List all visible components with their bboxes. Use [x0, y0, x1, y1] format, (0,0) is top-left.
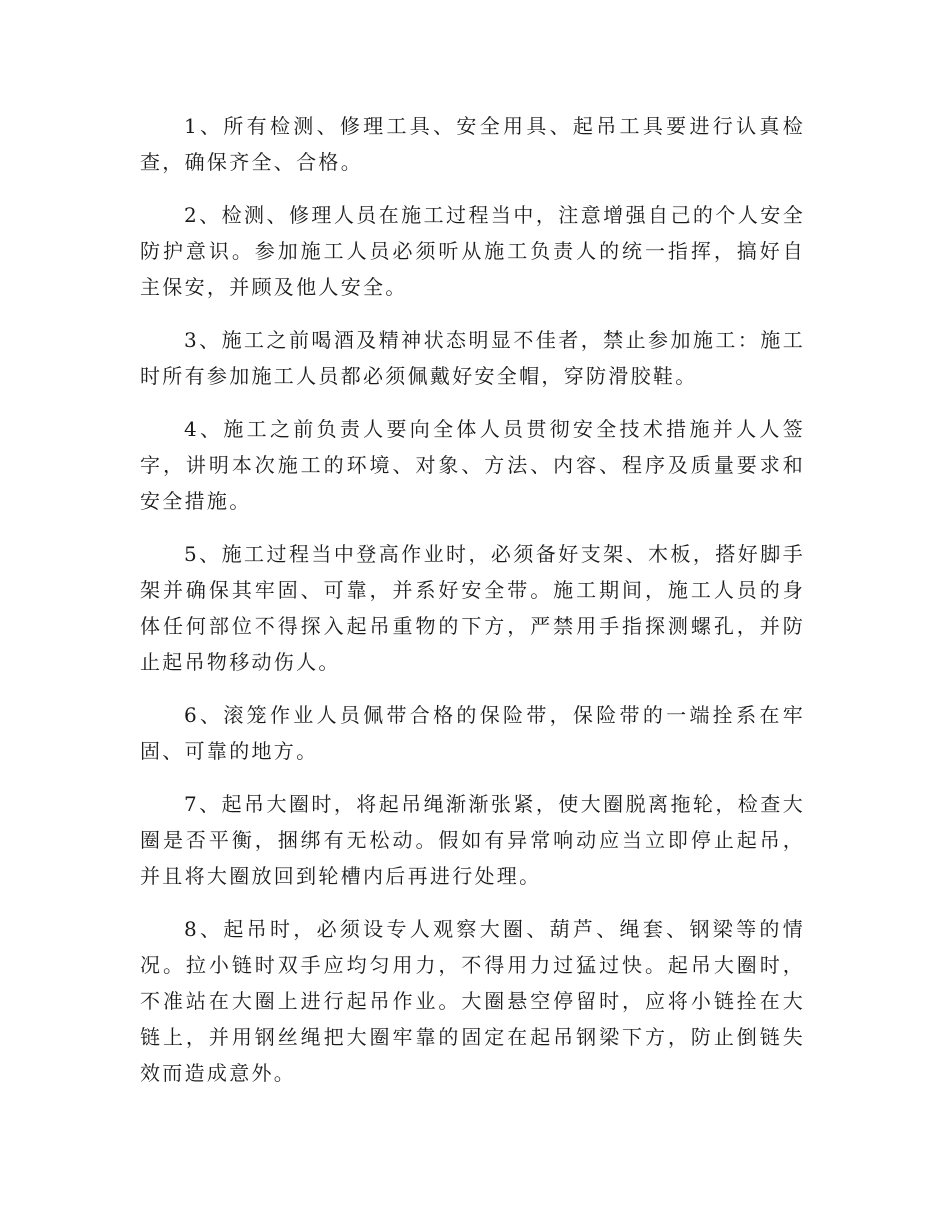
paragraph-4: 4、施工之前负责人要向全体人员贯彻安全技术措施并人人签字，讲明本次施工的环境、对象、方法、内容、程序及质量要求和安全措施。	[140, 417, 805, 513]
paragraph-8: 8、起吊时，必须设专人观察大圈、葫芦、绳套、钢梁等的情况。拉小链时双手应均匀用力，不得用力过猛过快。起吊大圈时，不准站在大圈上进行起吊作业。大圈悬空停留时，应将小链拴在大链上，并用钢丝绳把大圈牢靠的固定在起吊钢梁下方，防止倒链失效而造成意外。	[140, 917, 805, 1085]
paragraph-7: 7、起吊大圈时，将起吊绳渐渐张紧，使大圈脱离拖轮，检查大圈是否平衡，捆绑有无松动。假如有异常响动应当立即停止起吊，并且将大圈放回到轮槽内后再进行处理。	[140, 792, 805, 888]
paragraph-2: 2、检测、修理人员在施工过程当中，注意增强自己的个人安全防护意识。参加施工人员必须听从施工负责人的统一指挥，搞好自主保安，并顾及他人安全。	[140, 203, 805, 299]
document-body	[140, 108, 805, 1108]
paragraph-1: 1、所有检测、修理工具、安全用具、起吊工具要进行认真检查，确保齐全、合格。	[140, 114, 805, 174]
paragraph-6: 6、滚笼作业人员佩带合格的保险带，保险带的一端拴系在牢固、可靠的地方。	[140, 703, 805, 763]
paragraph-5: 5、施工过程当中登高作业时，必须备好支架、木板，搭好脚手架并确保其牢固、可靠，并系好安全带。施工期间，施工人员的身体任何部位不得探入起吊重物的下方，严禁用手指探测螺孔，并防止起吊物移动伤人。	[140, 542, 805, 674]
paragraph-3: 3、施工之前喝酒及精神状态明显不佳者，禁止参加施工：施工时所有参加施工人员都必须佩戴好安全帽，穿防滑胶鞋。	[140, 328, 805, 388]
